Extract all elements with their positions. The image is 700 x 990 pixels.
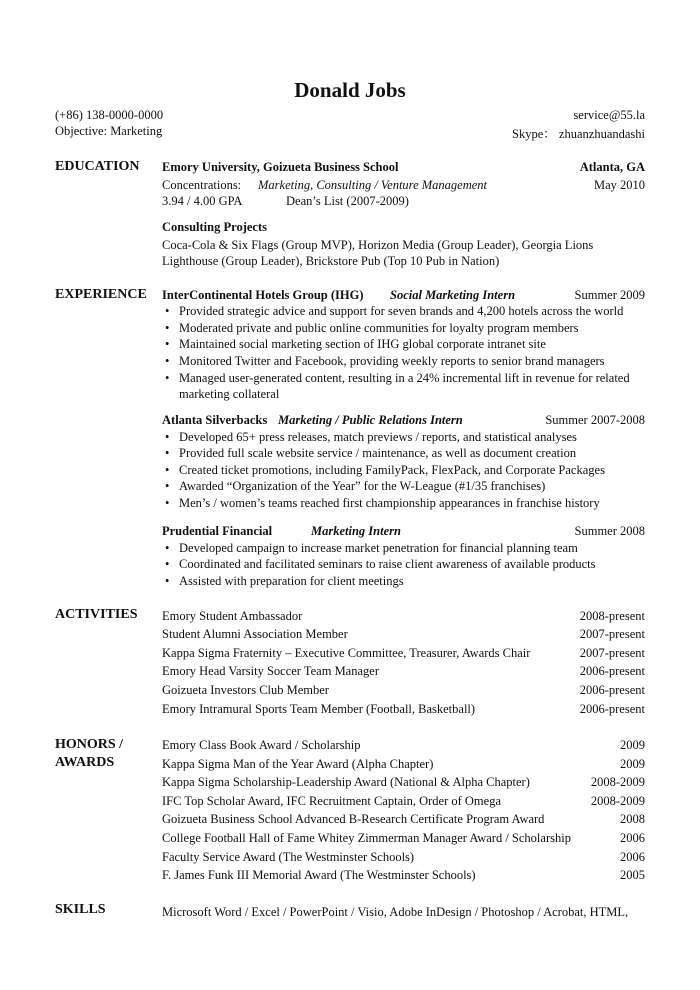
email: service@55.la <box>573 108 645 122</box>
award-date: 2006 <box>620 831 645 845</box>
job-bullet: • Monitored Twitter and Facebook, providing weekly reports to senior brand managers <box>165 354 605 369</box>
job-bullet-continuation: marketing collateral <box>179 387 280 401</box>
award-item: Emory Class Book Award / Scholarship <box>162 738 361 752</box>
honors-heading: HONORS / <box>55 737 124 752</box>
award-date: 2006 <box>620 850 645 864</box>
award-date: 2008-2009 <box>590 794 645 808</box>
job-role: Marketing / Public Relations Intern <box>278 413 463 427</box>
graduation-date: May 2010 <box>593 178 645 192</box>
job-date: Summer 2008 <box>574 524 645 538</box>
deans-list: Dean’s List (2007-2009) <box>286 194 409 208</box>
job-bullet: • Moderated private and public online communities for loyalty program members <box>165 321 579 336</box>
job-bullet: • Maintained social marketing section of IHG global corporate intranet site <box>165 337 546 352</box>
job-bullet: • Men’s / women’s teams reached first championship appearances in franchise history <box>165 496 600 511</box>
award-item: Kappa Sigma Man of the Year Award (Alpha Chapter) <box>162 757 434 771</box>
job-company: Atlanta Silverbacks <box>162 413 268 427</box>
activity-item: Goizueta Investors Club Member <box>162 683 329 697</box>
objective: Objective: Marketing <box>55 124 163 138</box>
job-bullet: • Provided full scale website service / maintenance, as well as document creation <box>165 446 576 461</box>
activity-item: Student Alumni Association Member <box>162 627 348 641</box>
award-date: 2008-2009 <box>590 775 645 789</box>
experience-heading: EXPERIENCE <box>55 287 147 302</box>
activity-date: 2006-present <box>579 683 645 697</box>
activity-date: 2006-present <box>579 702 645 716</box>
projects-line: Coca-Cola & Six Flags (Group MVP), Horizon Media (Group Leader), Georgia Lions <box>162 238 594 252</box>
activity-item: Emory Intramural Sports Team Member (Football, Basketball) <box>162 702 476 716</box>
activity-date: 2007-present <box>579 646 645 660</box>
school-name: Emory University, Goizueta Business School <box>162 160 399 174</box>
school-location: Atlanta, GA <box>579 160 645 174</box>
award-item: College Football Hall of Fame Whitey Zimmerman Manager Award / Scholarship <box>162 831 571 845</box>
job-bullet: • Developed campaign to increase market penetration for financial planning team <box>165 541 578 556</box>
projects-title: Consulting Projects <box>162 220 267 234</box>
activity-item: Kappa Sigma Fraternity – Executive Committee, Treasurer, Awards Chair <box>162 646 531 660</box>
skills-text: Microsoft Word / Excel / PowerPoint / Visio, Adobe InDesign / Photoshop / Acrobat, HTML, <box>162 905 629 919</box>
activity-item: Emory Head Varsity Soccer Team Manager <box>162 664 379 678</box>
skills-heading: SKILLS <box>55 902 106 917</box>
projects-line: Lighthouse (Group Leader), Brickstore Pub (Top 10 Pub in Nation) <box>162 254 500 268</box>
award-item: IFC Top Scholar Award, IFC Recruitment Captain, Order of Omega <box>162 794 502 808</box>
job-bullet: • Assisted with preparation for client meetings <box>165 574 404 589</box>
job-bullet: • Created ticket promotions, including FamilyPack, FlexPack, and Corporate Packages <box>165 463 605 478</box>
award-date: 2005 <box>620 868 645 882</box>
award-date: 2009 <box>620 757 645 771</box>
resume-name: Donald Jobs <box>294 78 406 102</box>
concentrations-value: Marketing, Consulting / Venture Management <box>258 178 488 192</box>
skype: Skype： zhuanzhuandashi <box>512 127 645 141</box>
awards-heading: AWARDS <box>55 755 115 770</box>
award-date: 2008 <box>620 812 645 826</box>
education-heading: EDUCATION <box>55 159 140 174</box>
job-company: InterContinental Hotels Group (IHG) <box>162 288 364 302</box>
job-role: Marketing Intern <box>311 524 401 538</box>
gpa: 3.94 / 4.00 GPA <box>162 194 243 208</box>
phone: (+86) 138-0000-0000 <box>55 108 164 122</box>
award-item: F. James Funk III Memorial Award (The Westminster Schools) <box>162 868 476 882</box>
award-date: 2009 <box>620 738 645 752</box>
job-bullet: • Coordinated and facilitated seminars to raise client awareness of available products <box>165 557 596 572</box>
activities-heading: ACTIVITIES <box>55 607 138 622</box>
job-bullet: • Developed 65+ press releases, match previews / reports, and statistical analyses <box>165 430 577 445</box>
concentrations-label: Concentrations: <box>162 178 242 192</box>
job-company: Prudential Financial <box>162 524 273 538</box>
job-date: Summer 2009 <box>574 288 645 302</box>
job-date: Summer 2007-2008 <box>545 413 645 427</box>
job-bullet: • Provided strategic advice and support for seven brands and 4,200 hotels across the world <box>165 304 623 319</box>
job-bullet: • Awarded “Organization of the Year” for the W-League (#1/35 franchises) <box>165 479 545 494</box>
award-item: Faculty Service Award (The Westminster Schools) <box>162 850 415 864</box>
award-item: Kappa Sigma Scholarship-Leadership Award (National & Alpha Chapter) <box>162 775 530 789</box>
activity-date: 2008-present <box>579 609 645 623</box>
job-role: Social Marketing Intern <box>390 288 516 302</box>
activity-item: Emory Student Ambassador <box>162 609 303 623</box>
activity-date: 2006-present <box>579 664 645 678</box>
award-item: Goizueta Business School Advanced B-Research Certificate Program Award <box>162 812 545 826</box>
activity-date: 2007-present <box>579 627 645 641</box>
job-bullet: • Managed user-generated content, resulting in a 24% incremental lift in revenue for related <box>165 371 630 386</box>
